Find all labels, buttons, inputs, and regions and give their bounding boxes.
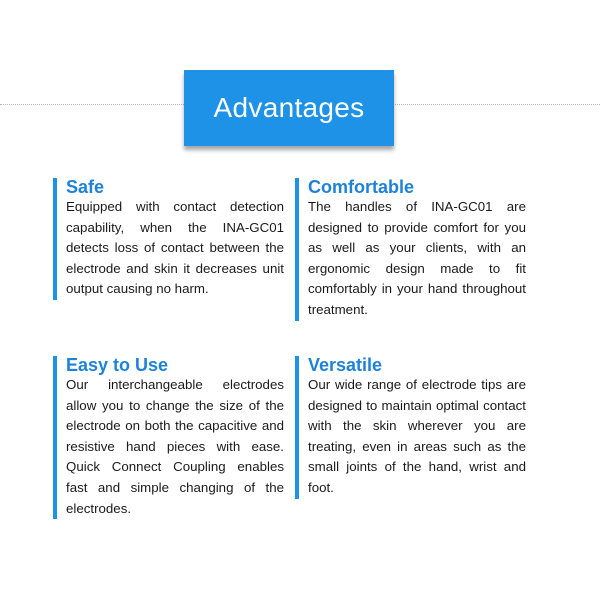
card-body: Equipped with contact detection capability, when the INA-GC01 detects loss of contact between the electrode and skin it decreases unit output causing no harm. [66, 199, 284, 297]
advantage-card-easy-to-use [53, 356, 284, 519]
card-title: Versatile [308, 355, 383, 375]
card-title: Safe [66, 177, 105, 197]
card-body: Our wide range of electrode tips are designed to maintain optimal contact with the skin wherever you are treating, even in areas such as the small joints of the hand, wrist and foot. [308, 377, 526, 495]
advantage-card-comfortable [295, 178, 526, 321]
advantage-card-versatile [295, 356, 526, 499]
page-title: Advantages [213, 92, 365, 123]
card-title: Comfortable [308, 177, 415, 197]
card-title: Easy to Use [66, 355, 169, 375]
card-body: Our interchangeable electrodes allow you to change the size of the electrode on both the capacitive and resistive hand pieces with ease. Quick Connect Coupling enables fast and simple changing of the electrodes. [66, 377, 284, 516]
card-body: The handles of INA-GC01 are designed to provide comfort for you as well as your clients, with an ergonomic design made to fit comfortably in your hand throughout treatment. [308, 199, 526, 317]
advantages-banner [184, 70, 394, 146]
advantage-card-safe [53, 178, 284, 300]
